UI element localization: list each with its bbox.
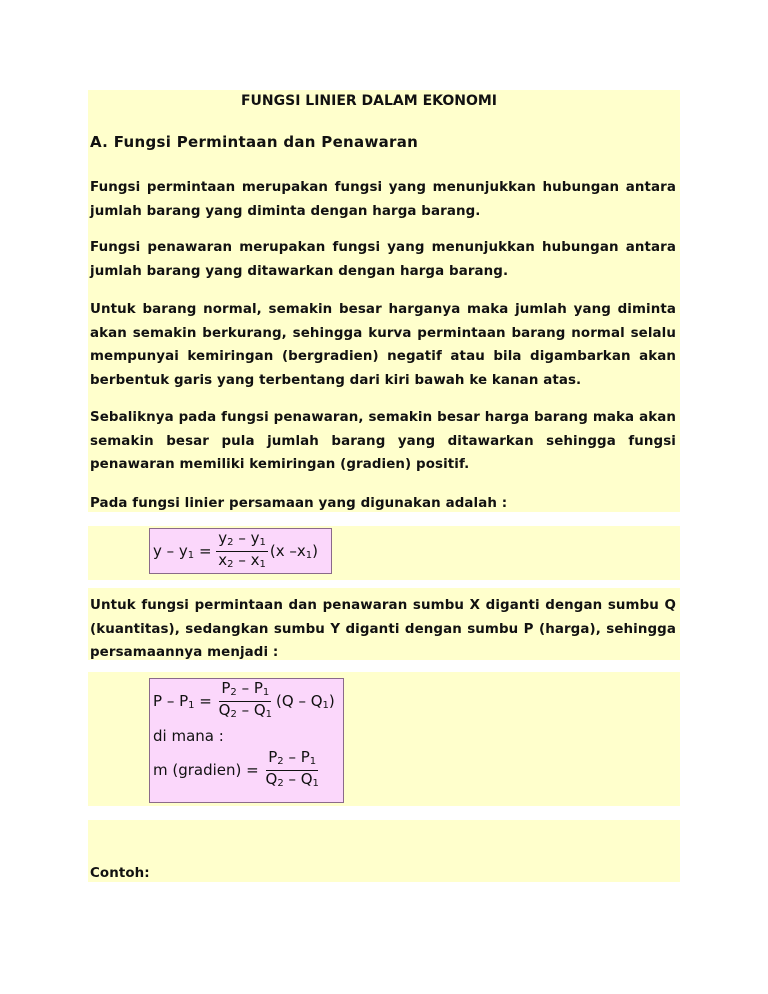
paragraph-persamaan: Pada fungsi linier persamaan yang digunakan adalah :: [90, 496, 508, 511]
paragraph-penawaran: Fungsi penawaran merupakan fungsi yang menunjukkan hubungan antara jumlah barang yang ditawarkan dengan harga barang.: [90, 240, 676, 279]
paragraph-permintaan: Fungsi permintaan merupakan fungsi yang menunjukkan hubungan antara jumlah barang yang diminta dengan harga barang.: [90, 180, 676, 219]
section-heading: A. Fungsi Permintaan dan Penawaran: [90, 133, 419, 151]
page-title: FUNGSI LINIER DALAM EKONOMI: [240, 93, 498, 109]
formula2-gradient-label: m (gradien) =: [153, 761, 264, 779]
formula2-equals: =: [194, 692, 217, 710]
formula-linear-xy: [149, 528, 332, 574]
formula-linear-pq: [149, 678, 344, 803]
formula1-equals: =: [194, 542, 217, 560]
formula2-rhs: $(Q - Q_1)$: [276, 691, 335, 711]
formula1-rhs: (x $-x_1$): [269, 541, 318, 561]
formula2-fraction: $\frac{P_2 - P_1}{Q_2 - Q_1}$: [218, 678, 273, 720]
formula1-lhs: y – $y_1$: [153, 541, 195, 561]
paragraph-contoh: Contoh:: [90, 866, 150, 881]
paragraph-barang-normal: Untuk barang normal, semakin besar harganya maka jumlah yang diminta akan semakin berkurang, sehingga kurva permintaan barang normal selalu mempunyai kemiringan (bergradien) negatif atau bila digambarkan akan berbentuk garis yang terbentang dari kiri bawah ke kanan atas.: [90, 302, 676, 388]
formula1-fraction: $\frac{y_2 - y_1}{x_2 - x_1}$: [218, 528, 266, 570]
formula2-lhs: P – $P_1$: [153, 691, 195, 711]
formula2-where: di mana :: [153, 727, 224, 745]
formula2-gradient-fraction: $\frac{P_2 - P_1}{Q_2 - Q_1}$: [265, 747, 319, 789]
paragraph-sumbu: Untuk fungsi permintaan dan penawaran sumbu X diganti dengan sumbu Q (kuantitas), sedangkan sumbu Y diganti dengan sumbu P (harga), sehingga persamaannya menjadi :: [90, 598, 676, 660]
paragraph-sebaliknya: Sebaliknya pada fungsi penawaran, semakin besar harga barang maka akan semakin besar pula jumlah barang yang ditawarkan sehingga fungsi penawaran memiliki kemiringan (gradien) positif.: [90, 410, 676, 472]
